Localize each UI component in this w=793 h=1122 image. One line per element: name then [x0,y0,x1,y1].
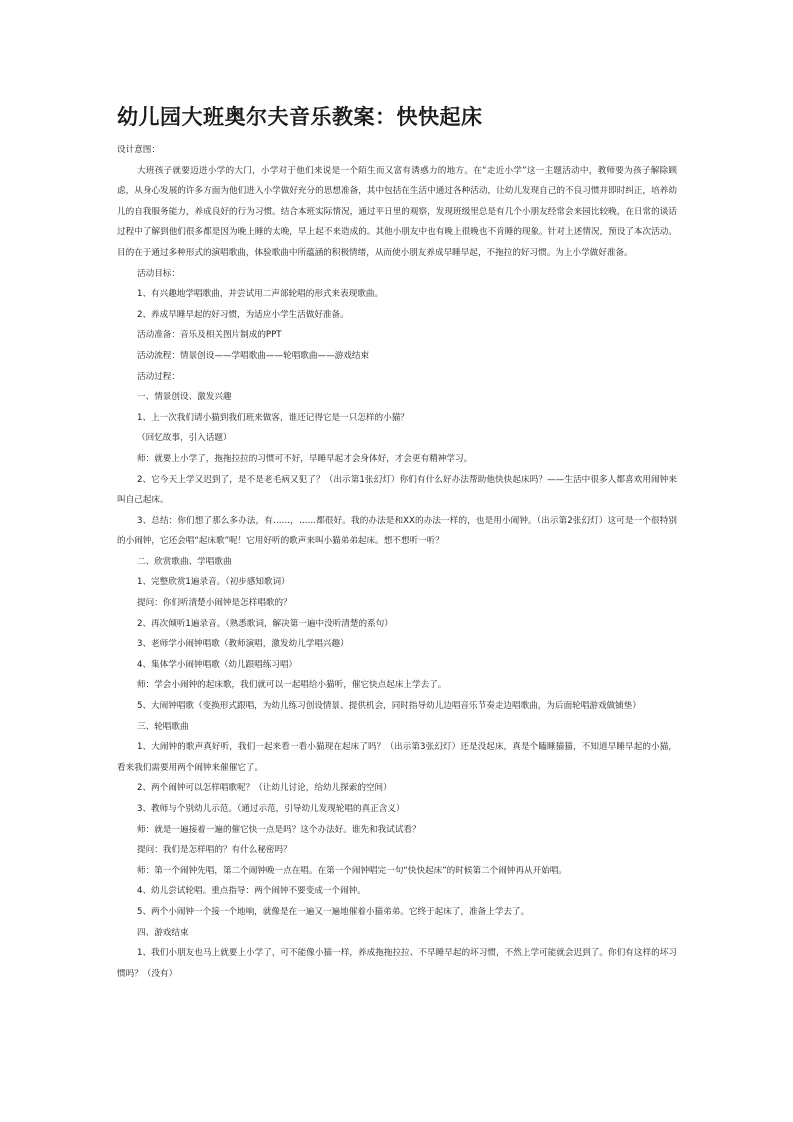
paragraph: 二、欣赏歌曲、学唱歌曲 [137,556,232,567]
paragraph: 活动准备：音乐及相关图片制成的PPT [137,330,282,341]
paragraph: 活动目标： [137,268,180,279]
paragraph: 5、大闹钟唱歌（变换形式跟唱，为幼儿练习创设情景、提供机会，同时指导幼儿边唱音乐节奏走边唱歌曲，为后面轮唱游戏做铺垫） [137,701,641,712]
paragraph: 2、再次倾听1遍录音。（熟悉歌词，解决第一遍中没听清楚的系句） [137,618,393,629]
paragraph: 5、两个小闹钟一个接一个地响，就像是在一遍又一遍地催着小猫弟弟。它终于起床了，准备上学去了。 [137,906,530,917]
paragraph: 4、幼儿尝试轮唱。重点指导：两个闹钟不要变成一个闹钟。 [137,886,366,897]
paragraph: 2、养成早睡早起的好习惯，为适应小学生活做好准备。 [137,309,349,320]
paragraph: 3、教师与个别幼儿示范。（通过示范，引导幼儿发现轮唱的真正含义） [137,804,405,814]
paragraph: 3、老师学小闹钟唱歌（教师演唱，激发幼儿学唱兴趣） [137,639,349,650]
paragraph: 三、轮唱歌曲 [137,721,189,732]
paragraph: 2、两个闹钟可以怎样唱歌呢？（让幼儿讨论，给幼儿探索的空间） [137,783,392,794]
paragraph: 1、大闹钟的歌声真好听，我们一起来看一看小猫现在起床了吗？（出示第3张幻灯）还是没起床，真是个瞌睡猫猫，不知道早睡早起的小猫，看来我们需要用两个闹钟来催催它了。 [117,742,677,773]
paragraph: 2、它今天上学又迟到了，是不是老毛病又犯了？（出示第1张幻灯）你们有什么好办法帮助他快快起床吗？——生活中很多人都喜欢用闹钟来叫自己起床。 [117,474,677,506]
document-body [117,140,677,984]
paragraph: 活动流程：情景创设——学唱歌曲——轮唱歌曲——游戏结束 [137,350,370,361]
document-page [117,100,677,984]
design-intent-heading: 设计意图： [117,145,160,155]
paragraph: 活动过程： [137,371,180,382]
paragraph: 师：第一个闹钟先唱，第二个闹钟晚一点在唱。在第一个闹钟唱完一句“快快起床”的时候第二个闹钟再从开始唱。 [137,865,568,876]
paragraph: 一、情景创设、激发兴趣 [137,392,232,403]
paragraph: （回忆故事，引入话题） [137,433,232,444]
paragraph: 师：学会小闹钟的起床歌，我们就可以一起唱给小猫听，催它快点起床上学去了。 [137,680,447,691]
document-title: 幼儿园大班奥尔夫音乐教案：快快起床 [117,104,483,129]
paragraph: 提问：你们听清楚小闹钟是怎样唱歌的？ [137,598,292,609]
paragraph: 1、我们小朋友也马上就要上小学了，可不能像小猫一样，养成拖拖拉拉、不早睡早起的坏习惯，不然上学可能就会迟到了。你们有这样的坏习惯吗？（没有） [117,948,677,979]
paragraph: 师：就是一遍接着一遍的催它快一点是吗？这个办法好。谁先和我试试看？ [137,824,421,835]
paragraph: 1、完整欣赏1遍录音。（初步感知歌词） [137,577,290,588]
paragraph: 大班孩子就要迈进小学的大门，小学对于他们来说是一个陌生而又富有诱惑力的地方。在“走近小学”这一主题活动中，教师要为孩子解除顾虑，从身心发展的许多方面为他们进入小学做好充分的思想准备，其中包括在生活中通过各种活动，让幼儿发现自己的不良习惯并即时纠正，培养幼儿的自我服务能力，养成良好的行为习惯。结合本班实际情况，通过平日里的观察，发现班级里总是有几个小朋友经常会来园比较晚，在日常的谈话过程中了解到他们很多都是因为晚上睡的太晚，早上起不来造成的。其他小朋友中也有晚上很晚也不肯睡的现象。针对上述情况，预设了本次活动。目的在于通过多种形式的演唱歌曲，体验歌曲中所蕴涵的积极情绪，从而使小朋友养成早睡早起，不拖拉的好习惯。为上小学做好准备。 [117,165,677,258]
paragraph: 提问：我们是怎样唱的？有什么秘密吗？ [137,845,292,856]
paragraph: 1、有兴趣地学唱歌曲，并尝试用二声部轮唱的形式来表现歌曲。 [137,289,384,300]
paragraph: 四、游戏结束 [137,927,189,938]
paragraph: 4、集体学小闹钟唱歌（幼儿跟唱练习唱） [137,659,298,670]
paragraph: 1、上一次我们请小猫到我们班来做客，谁还记得它是一只怎样的小猫？ [137,412,409,423]
paragraph: 师：就要上小学了，拖拖拉拉的习惯可不好，早睡早起才会身体好，才会更有精神学习。 [137,453,473,464]
paragraph: 3、总结：你们想了那么多办法，有……，……都很好。我的办法是和XX的办法一样的，也是用小闹钟。（出示第2张幻灯）这可是一个很特别的小闹钟，它还会唱“起床歌”呢！它用好听的歌声来叫小猫弟弟起床。想不想听一听？ [117,515,677,547]
